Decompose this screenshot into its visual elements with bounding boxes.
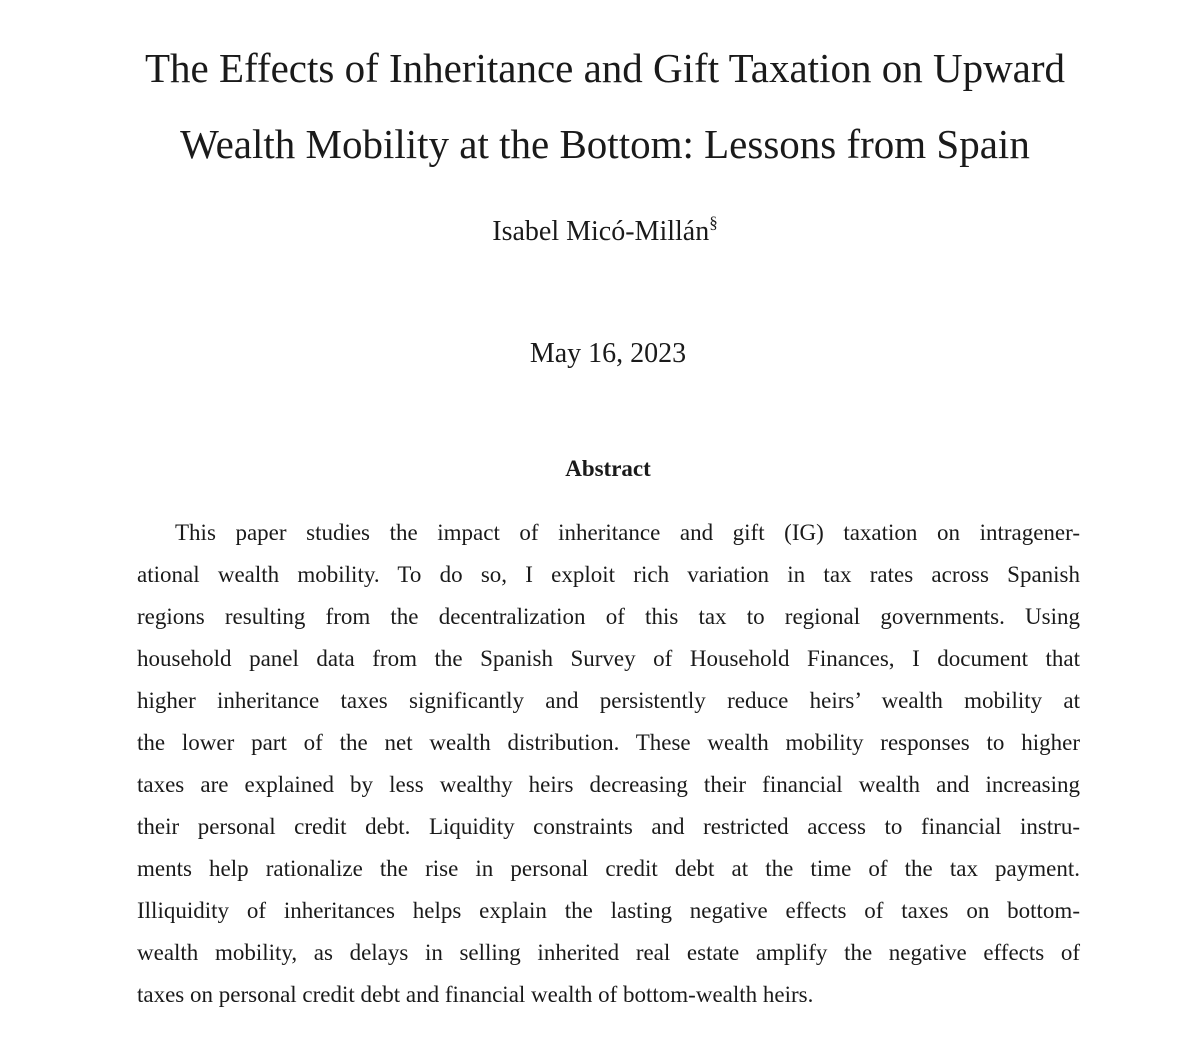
title-line-1: The Effects of Inheritance and Gift Taxation on Upward (144, 45, 1066, 91)
abstract-line: their personal credit debt. Liquidity constraints and restricted access to financial instru- (137, 814, 1080, 839)
abstract-line: taxes are explained by less wealthy heirs decreasing their financial wealth and increasing (137, 772, 1080, 797)
abstract-line: Illiquidity of inheritances helps explain the lasting negative effects of taxes on bottom- (137, 898, 1080, 923)
title-line-2: Wealth Mobility at the Bottom: Lessons from Spain (180, 121, 1030, 167)
abstract-line: This paper studies the impact of inheritance and gift (IG) taxation on intragener- (175, 520, 1080, 545)
author (0, 212, 1200, 252)
abstract-line: taxes on personal credit debt and financial wealth of bottom-wealth heirs. (137, 982, 814, 1007)
abstract-line: ments help rationalize the rise in personal credit debt at the time of the tax payment. (137, 856, 1080, 881)
abstract-line: household panel data from the Spanish Survey of Household Finances, I document that (137, 646, 1080, 671)
paper-title (60, 30, 1150, 182)
abstract-line: regions resulting from the decentralization of this tax to regional governments. Using (137, 604, 1080, 629)
publication-date: May 16, 2023 (529, 338, 687, 369)
abstract-line: the lower part of the net wealth distribution. These wealth mobility responses to higher (137, 730, 1080, 755)
author-footnote-mark: § (709, 213, 718, 232)
author-name: Isabel Micó-Millán (492, 216, 710, 247)
abstract-line: ational wealth mobility. To do so, I exploit rich variation in tax rates across Spanish (137, 562, 1080, 587)
abstract-body (137, 512, 1080, 1016)
abstract-heading: Abstract (565, 456, 651, 481)
abstract-line: wealth mobility, as delays in selling inherited real estate amplify the negative effects of (137, 940, 1080, 965)
abstract-line: higher inheritance taxes significantly and persistently reduce heirs’ wealth mobility at (137, 688, 1080, 713)
